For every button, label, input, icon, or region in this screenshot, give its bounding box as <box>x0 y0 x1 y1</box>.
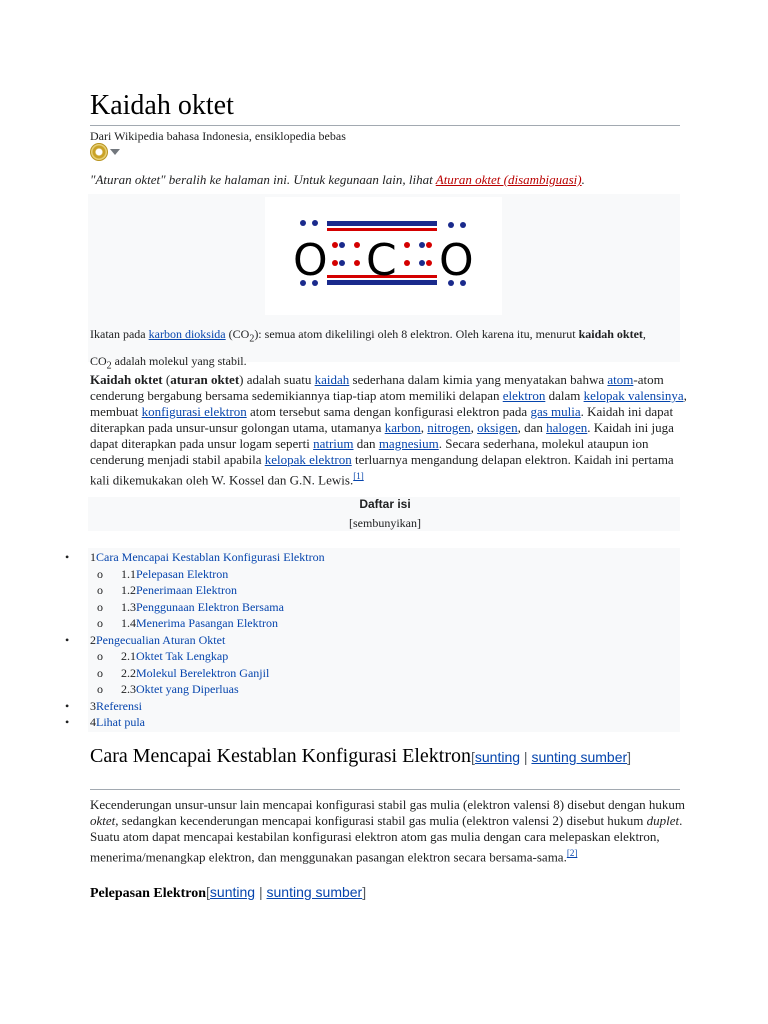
toc-item[interactable] <box>97 599 657 615</box>
toc-link[interactable]: Pelepasan Elektron <box>136 566 229 581</box>
link-elektron[interactable]: elektron <box>502 388 546 403</box>
link-oksigen[interactable]: oksigen <box>477 420 518 435</box>
toc-item-text[interactable] <box>121 615 278 631</box>
link-konfigurasi-elektron[interactable]: konfigurasi elektron <box>141 404 247 419</box>
link-nitrogen[interactable]: nitrogen <box>427 420 471 435</box>
toc-number: 2.1 <box>121 649 136 663</box>
toc-link[interactable]: Oktet Tak Lengkap <box>136 649 229 663</box>
section-divider <box>90 789 680 790</box>
toc-item-text[interactable] <box>90 714 145 730</box>
chevron-down-icon[interactable] <box>110 149 120 155</box>
toc-item-text[interactable] <box>121 648 228 664</box>
toc-item-text[interactable] <box>121 582 237 598</box>
toc-bullet: • <box>65 632 70 647</box>
language-icon[interactable] <box>90 143 108 161</box>
page-title: Kaidah oktet <box>90 90 234 121</box>
edit-subsection-link[interactable]: sunting <box>209 884 256 900</box>
atom-c: C <box>366 235 397 286</box>
lewis-diagram <box>265 197 502 315</box>
tagline: Dari Wikipedia bahasa Indonesia, ensiklopedia bebas <box>90 129 346 143</box>
toc-item[interactable] <box>97 566 657 582</box>
bond-red-top <box>327 228 437 231</box>
link-natrium[interactable]: natrium <box>313 436 354 451</box>
toc-item-text[interactable] <box>121 681 239 697</box>
disambiguation-link[interactable]: Aturan oktet (disambiguasi) <box>435 172 582 187</box>
toc-link[interactable]: Penerimaan Elektron <box>136 583 237 597</box>
link-gas-mulia[interactable]: gas mulia <box>530 404 581 419</box>
section-heading: Cara Mencapai Kestablan Konfigurasi Elektron[sunting | sunting sumber] <box>90 745 632 767</box>
hatnote: "Aturan oktet" beralih ke halaman ini. Untuk kegunaan lain, lihat Aturan oktet (disambiguasi). <box>90 172 585 187</box>
toc-link[interactable]: Penggunaan Elektron Bersama <box>136 599 284 614</box>
link-kaidah[interactable]: kaidah <box>314 372 350 387</box>
toc-number: 1 <box>90 550 96 564</box>
toc-number: 1.2 <box>121 583 136 597</box>
toc-subbullet: o <box>97 566 103 581</box>
toc-number: 2 <box>90 632 96 647</box>
toc-item-text[interactable] <box>121 566 228 582</box>
toc-item-text[interactable] <box>90 632 225 648</box>
toc-subbullet: o <box>97 649 103 663</box>
toc-link[interactable]: Menerima Pasangan Elektron <box>136 616 278 630</box>
toc-item[interactable] <box>65 549 625 565</box>
toc-bullet: • <box>65 550 70 564</box>
toc-number: 4 <box>90 715 96 729</box>
bond-line-top <box>327 221 437 226</box>
toc-subbullet: o <box>97 599 103 614</box>
toc-item-text[interactable] <box>90 698 142 714</box>
toc-link[interactable]: Referensi <box>96 698 142 713</box>
toc-item[interactable] <box>97 648 657 664</box>
toc-item-text[interactable] <box>121 665 269 681</box>
reference-1[interactable]: [1] <box>353 471 364 481</box>
intro-paragraph: Kaidah oktet (aturan oktet) adalah suatu kaidah sederhana dalam kimia yang menyatakan bahwa atom-atom cenderung bergabung bersama sedemikiannya tiap-tiap atom memiliki delapan elektron dalam kelopak valensinya, membuat konfigurasi elektron atom tersebut sama dengan konfigurasi elektron pada gas mulia. Kaidah ini dapat diterapkan pada unsur-unsur golongan utama, utamanya karbon, nitrogen, oksigen, dan halogen. Kaidah ini juga dapat diterapkan pada unsur logam seperti natrium dan magnesium. Secara sederhana, molekul ataupun ion cenderung menjadi stabil apabila kelopak elektron terluarnya mengandung delapan elektron. Kaidah ini pertama kali dikemukakan oleh W. Kossel dan G.N. Lewis.[1] <box>90 372 687 488</box>
toc-item[interactable] <box>97 665 657 681</box>
edit-section-link[interactable]: sunting <box>474 749 521 765</box>
toc-number: 3 <box>90 698 96 713</box>
toc-item[interactable] <box>97 615 657 631</box>
toc-item-text[interactable] <box>90 549 325 565</box>
link-kelopak-valensi[interactable]: kelopak valensinya <box>583 388 684 403</box>
toc-item[interactable] <box>97 681 657 697</box>
toc-subbullet: o <box>97 616 103 630</box>
title-divider <box>90 125 680 126</box>
toc-number: 1.3 <box>121 599 136 614</box>
toc-subbullet: o <box>97 682 103 696</box>
toc-number: 2.2 <box>121 665 136 680</box>
edit-source-link[interactable]: sunting sumber <box>531 749 628 765</box>
link-kelopak-elektron[interactable]: kelopak elektron <box>264 452 352 467</box>
toc-item-text[interactable] <box>121 599 284 615</box>
reference-2[interactable]: [2] <box>566 848 578 858</box>
toc-number: 1.1 <box>121 566 136 581</box>
toc-item[interactable] <box>97 582 657 598</box>
toc-number: 2.3 <box>121 682 136 696</box>
subsection-heading: Pelepasan Elektron[sunting | sunting sumber] <box>90 884 367 901</box>
section-paragraph: Kecenderungan unsur-unsur lain mencapai konfigurasi stabil gas mulia (elektron valensi 8) disebut dengan hukum oktet, sedangkan kecenderungan mencapai konfigurasi stabil gas mulia (elektron valensi 2) disebut hukum duplet. Suatu atom dapat mencapai kestabilan konfigurasi elektron atom gas mulia dengan cara melepaskan elektron, menerima/menangkap elektron, dan menggunakan pasangan elektron secara bersama-sama.[2] <box>90 797 686 865</box>
co2-lewis-structure-image[interactable] <box>265 197 502 315</box>
toc-toggle[interactable]: [sembunyikan] <box>349 516 421 530</box>
toc-bullet: • <box>65 698 70 713</box>
toc-item[interactable] <box>65 698 625 714</box>
toc-link[interactable]: Molekul Berelektron Ganjil <box>136 665 270 680</box>
toc-link[interactable]: Lihat pula <box>96 715 145 729</box>
atom-o-right: O <box>439 235 474 286</box>
toc-subbullet: o <box>97 665 103 680</box>
link-halogen[interactable]: halogen <box>546 420 588 435</box>
link-magnesium[interactable]: magnesium <box>378 436 439 451</box>
toc-item[interactable] <box>65 714 625 730</box>
link-atom[interactable]: atom <box>607 372 634 387</box>
toc-link[interactable]: Cara Mencapai Kestablan Konfigurasi Elektron <box>96 550 325 564</box>
toc-bullet: • <box>65 715 70 729</box>
atom-o-left: O <box>293 235 328 286</box>
toc-title: Daftar isi <box>359 497 411 511</box>
edit-subsection-source-link[interactable]: sunting sumber <box>266 884 363 900</box>
link-karbon[interactable]: karbon <box>384 420 421 435</box>
toc-item[interactable] <box>65 632 625 648</box>
toc-number: 1.4 <box>121 616 136 630</box>
toc-subbullet: o <box>97 583 103 597</box>
toc-link[interactable]: Pengecualian Aturan Oktet <box>96 632 226 647</box>
toc-link[interactable]: Oktet yang Diperluas <box>136 682 239 696</box>
figure-caption: Ikatan pada karbon dioksida $(CO_2)$: semua atom dikelilingi oleh 8 elektron. Oleh karena itu, menurut kaidah oktet, $CO_2$ adalah molekul yang stabil. <box>90 327 646 372</box>
karbon-dioksida-link[interactable]: karbon dioksida <box>148 327 226 341</box>
